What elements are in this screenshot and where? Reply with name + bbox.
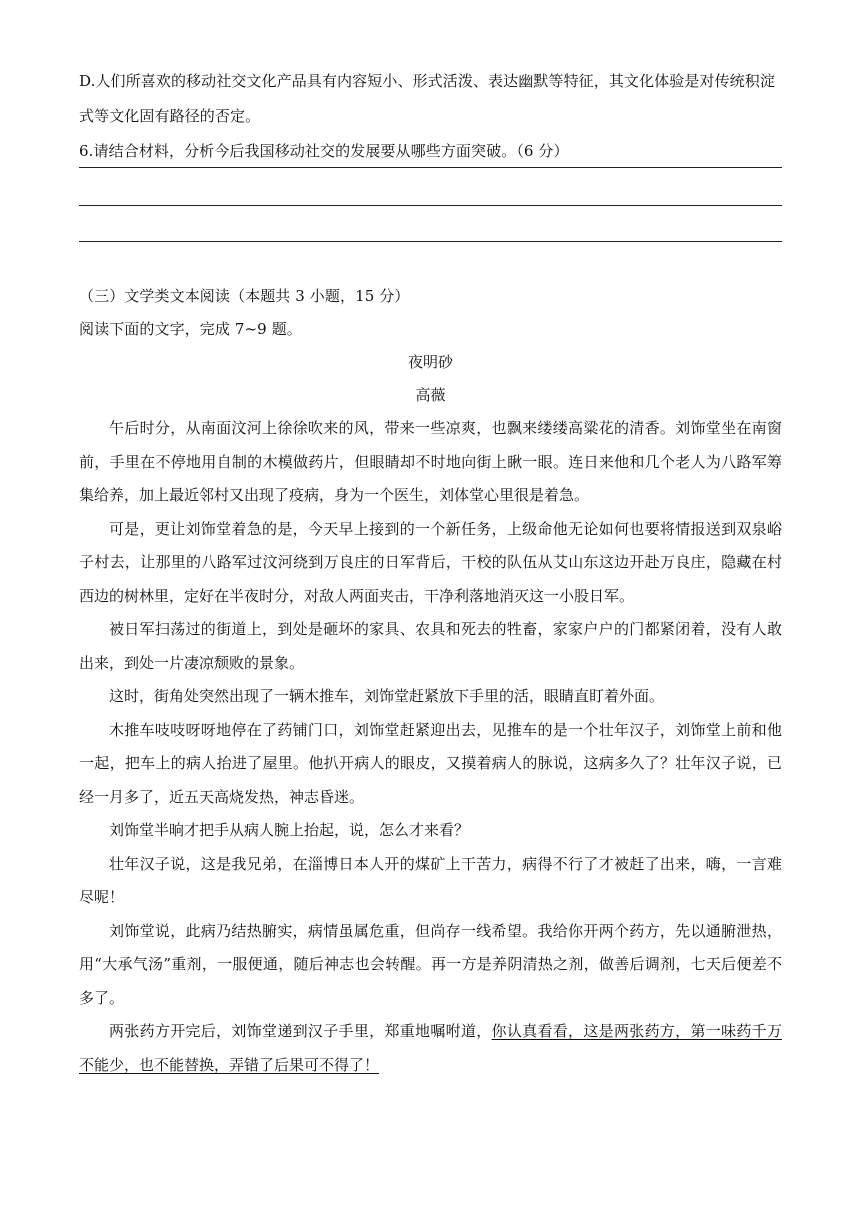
- last-paragraph-text: 两张药方开完后，刘饰堂递到汉子手里，郑重地嘱咐道，: [109, 1022, 492, 1040]
- answer-line-3[interactable]: [79, 241, 782, 242]
- option-d-line1: D.人们所喜欢的移动社交文化产品具有内容短小、形式活泼、表达幽默等特征，其文化体验是对传统积淀: [79, 72, 775, 90]
- answer-line-1[interactable]: [79, 167, 782, 168]
- story-paragraph: 刘饰堂半晌才把手从病人腕上抬起，说，怎么才来看？: [109, 821, 470, 839]
- underlined-passage: 你认真看看，这是两张药方，第一味药千万不能少，也不能替换，弄错了后果可不得了！: [79, 1022, 782, 1074]
- section-instruction: 阅读下面的文字，完成 7~9 题。: [79, 320, 302, 338]
- story-paragraph: 木推车吱吱呀呀地停在了药铺门口，刘饰堂赶紧迎出去，见推车的是一个壮年汉子，刘饰堂上前和他一起，把车上的病人抬进了屋里。他扒开病人的眼皮，又摸着病人的脉说，这病多久了？壮年汉子说，已经一月多了，近五天高烧发热，神志昏迷。: [79, 720, 782, 806]
- question-6: 6.请结合材料，分析今后我国移动社交的发展要从哪些方面突破。（6 分）: [79, 142, 569, 160]
- story-paragraph: 午后时分，从南面汶河上徐徐吹来的风，带来一些凉爽，也飘来缕缕高粱花的清香。刘饰堂坐在南窗前，手里在不停地用自制的木模做药片，但眼睛却不时地向街上瞅一眼。连日来他和几个老人为八路军筹集给养，加上最近邻村又出现了疫病，身为一个医生，刘体堂心里很是着急。: [79, 419, 782, 504]
- section-heading: （三）文学类文本阅读（本题共 3 小题，15 分）: [79, 287, 410, 305]
- story-body: [79, 412, 782, 1082]
- story-paragraph: 壮年汉子说，这是我兄弟，在淄博日本人开的煤矿上干苦力，病得不行了才被赶了出来，嗨，一言难尽呢！: [79, 854, 782, 906]
- story-paragraph: 刘饰堂说，此病乃结热腑实，病情虽属危重，但尚存一线希望。我给你开两个药方，先以通腑泄热，用“大承气汤”重剂，一服便通，随后神志也会转醒。再一方是养阴清热之剂，做善后调剂，七天后便差不多了。: [79, 921, 782, 1007]
- story-paragraph-last: [79, 1015, 782, 1082]
- story-author: 高薇: [415, 386, 446, 404]
- story-paragraph: 被日军扫荡过的街道上，到处是砸坏的家具、农具和死去的牲畜，家家户户的门都紧闭着，没有人敢出来，到处一片凄凉颓败的景象。: [79, 620, 782, 672]
- option-d-line2: 式等文化固有路径的否定。: [79, 107, 261, 125]
- answer-line-2[interactable]: [79, 205, 782, 206]
- story-title: 夜明砂: [407, 353, 453, 371]
- story-paragraph: 可是，更让刘饰堂着急的是，今天早上接到的一个新任务，上级命他无论如何也要将情报送到双泉峪子村去，让那里的八路军过汶河绕到万良庄的日军背后，干校的队伍从艾山东这边开赴万良庄，隐藏在村西边的树林里，定好在半夜时分，对敌人两面夹击，干净利落地消灭这一小股日军。: [79, 519, 782, 605]
- story-paragraph: 这时，街角处突然出现了一辆木推车，刘饰堂赶紧放下手里的活，眼睛直盯着外面。: [109, 687, 665, 705]
